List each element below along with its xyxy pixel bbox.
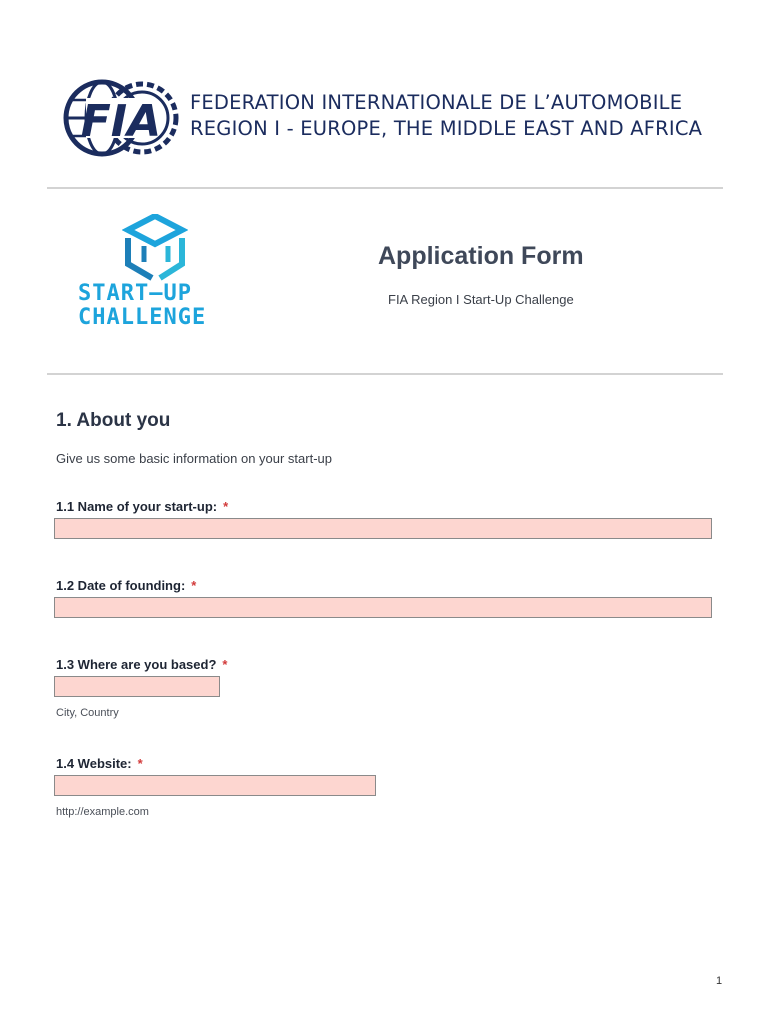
- startup-challenge-wordmark: [78, 282, 206, 330]
- required-mark: *: [191, 578, 197, 593]
- fia-logo-letters: FIA: [80, 96, 162, 147]
- page-number: 1: [716, 975, 723, 987]
- org-name-line1: FEDERATION INTERNATIONALE DE L’AUTOMOBILE: [190, 91, 683, 114]
- header-divider: [47, 187, 723, 189]
- wordmark-line2: CHALLENGE: [78, 305, 207, 330]
- startup-name-input[interactable]: [54, 518, 712, 539]
- founding-date-input[interactable]: [54, 597, 712, 618]
- fia-header: [62, 78, 722, 160]
- title-divider: [47, 373, 723, 375]
- form-subtitle: FIA Region I Start-Up Challenge: [388, 292, 574, 307]
- form-title: Application Form: [378, 242, 584, 270]
- location-input[interactable]: [54, 676, 220, 697]
- section-description: Give us some basic information on your start-up: [56, 451, 333, 466]
- required-mark: *: [137, 756, 143, 771]
- website-hint: http://example.com: [56, 806, 149, 818]
- org-name: [190, 90, 702, 142]
- org-name-line2: REGION I - EUROPE, THE MIDDLE EAST AND AFRICA: [190, 117, 703, 140]
- location-label-text: 1.3 Where are you based?: [56, 657, 217, 672]
- required-mark: *: [222, 657, 228, 672]
- startup-challenge-logo: [78, 214, 240, 334]
- founding-date-label-text: 1.2 Date of founding:: [56, 578, 186, 593]
- website-input[interactable]: [54, 775, 376, 796]
- location-hint: City, Country: [56, 707, 119, 719]
- startup-cube-icon: [122, 214, 188, 284]
- startup-name-label: [56, 499, 228, 514]
- website-label: [56, 756, 143, 771]
- fia-logo-icon: [62, 78, 180, 158]
- website-label-text: 1.4 Website:: [56, 756, 132, 771]
- founding-date-label: [56, 578, 196, 593]
- location-label: [56, 657, 227, 672]
- startup-name-label-text: 1.1 Name of your start-up:: [56, 499, 218, 514]
- wordmark-line1: START–UP: [78, 281, 192, 306]
- required-mark: *: [223, 499, 229, 514]
- section-title: 1. About you: [56, 410, 171, 431]
